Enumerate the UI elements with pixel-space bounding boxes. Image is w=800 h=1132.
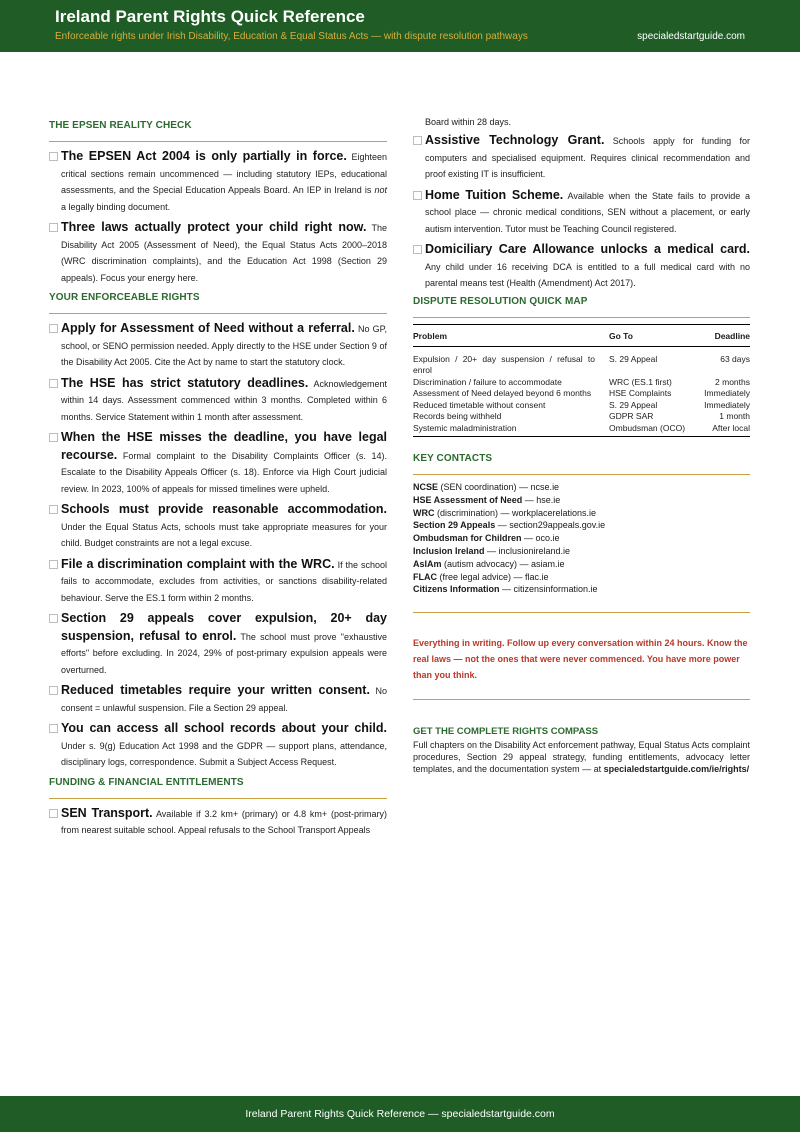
checkbox[interactable] [49,614,58,623]
cell-problem: Assessment of Need delayed beyond 6 months [413,388,592,398]
column-header-deadline: Deadline [699,324,750,346]
cell-problem: Reduced timetable without consent [413,399,546,410]
section-title-reality: THE EPSEN REALITY CHECK [49,120,387,142]
checkbox[interactable] [49,505,58,514]
cell-deadline: Immediately [704,399,750,410]
checkbox[interactable] [49,686,58,695]
item-body: The school must prove "exhaustive efforts" before excluding. In 2024, 29% of post-primary expulsion appeals were overturned. [61,631,387,675]
cell-go-to: GDPR SAR [609,411,654,421]
checkbox[interactable] [413,191,422,200]
contacts-list [413,481,750,613]
checkbox[interactable] [49,724,58,733]
contact-detail[interactable]: (discrimination) — workplacerelations.ie [434,507,597,518]
contact-name: Section 29 Appeals [413,520,496,531]
contact-item [413,571,750,584]
cell-go-to: WRC (ES.1 first) [609,376,672,387]
item-body: Formal complaint to the Disability Complaints Officer (s. 14). Escalate to the Disability Appeals Officer (s. 18). Enforce via High Court judicial review. In 2023, 100% of appeals for missed timelines were upheld. [61,450,387,494]
item-title: You can access all school records about your child. [61,721,387,735]
contact-name: HSE Assessment of Need [413,494,523,505]
reality-list [49,148,387,286]
right-column [413,114,750,775]
item-body: Schools apply for funding for computers and specialised equipment. Requires clinical recommendation and proof existing IT is insufficient. [425,136,750,179]
contact-name: Inclusion Ireland [413,545,485,556]
contact-item [413,558,750,571]
contact-name: AsIAm [413,558,442,569]
item-title: Schools must provide reasonable accommodation. [61,502,387,516]
table-row [413,400,750,412]
item-body: Under s. 9(g) Education Act 1998 and the GDPR — support plans, attendance, disciplinary logs, correspondence. Submit a Subject Access Request. [61,740,387,767]
checklist-item [49,501,387,552]
checklist-item [49,148,387,215]
item-body: If the school fails to accommodate, excludes from activities, or sanctions disability-related behaviour. Serve the ES.1 form within 2 months. [61,559,388,603]
checklist-item [49,682,387,716]
item-title: Apply for Assessment of Need without a referral. [61,321,355,335]
item-title: Assistive Technology Grant. [425,133,605,147]
item-title: SEN Transport. [61,805,153,820]
item-title: The HSE has strict statutory deadlines. [61,375,309,390]
funding-list [49,805,387,839]
item-title: Three laws actually protect your child right now. [61,220,367,234]
contact-detail[interactable]: — section29appeals.gov.ie [495,520,606,531]
section-title-contacts: KEY CONTACTS [413,453,750,475]
contact-name: Citizens Information [413,584,500,595]
contact-item [413,519,750,532]
contact-item [413,494,750,507]
cell-deadline: 2 months [715,376,750,387]
cell-deadline: After local [699,423,750,437]
contact-detail[interactable]: (SEN coordination) — ncse.ie [438,482,560,492]
table-row [413,423,750,437]
item-body: Available when the State fails to provide a school place — chronic medical conditions, SEN without a placement, or early autism intervention. Tutor must be Teaching Council registered. [425,190,750,234]
item-body: Acknowledgement within 14 days. Assessment commenced within 3 months. Completed within 6 months. Service Statement within 1 month after assessment. [61,378,387,422]
checkbox[interactable] [49,152,58,161]
section-title-rights: YOUR ENFORCEABLE RIGHTS [49,292,387,314]
checklist-item [49,320,387,371]
funding-list-continued [413,132,750,292]
promo-text [413,739,750,775]
contact-name: Ombudsman for Children [413,533,522,544]
table-row [413,388,750,400]
cell-problem: Records being withheld [413,411,502,421]
cell-deadline: 63 days [720,353,750,364]
checkbox[interactable] [413,136,422,145]
item-body: Any child under 16 receiving DCA is entitled to a full medical card with no parental means test (Health (Amendment) Act 2017). [425,261,750,288]
checklist-item [49,610,387,678]
rights-list [49,320,387,771]
table-row [413,377,750,389]
funding-continuation: Board within 28 days. [425,117,512,127]
checkbox[interactable] [413,245,422,254]
contact-detail[interactable]: — hse.ie [522,494,561,505]
checklist-item [413,132,750,183]
checklist-item [413,241,750,292]
checkbox[interactable] [49,560,58,569]
item-title: Reduced timetables require your written consent. [61,683,370,697]
cell-go-to: HSE Complaints [609,388,672,398]
promo-title: GET THE COMPLETE RIGHTS COMPASS [413,726,599,738]
checklist-item [413,187,750,238]
checklist-item [49,556,387,607]
checkbox[interactable] [49,324,58,333]
contact-item [413,583,750,596]
cell-problem: Expulsion / 20+ day suspension / refusal to enrol [413,353,595,375]
cell-deadline: Immediately [704,388,750,398]
page-title: Ireland Parent Rights Quick Reference [55,7,365,26]
promo-body: Full chapters on the Disability Act enforcement pathway, Equal Status Acts complaint procedures, Section 29 appeal strategy, funding entitlements, advocacy letter templates, and the documentation system — at [413,740,751,775]
left-column [49,112,387,843]
contact-item [413,481,750,494]
item-body-emphasis: not [374,185,387,195]
checkbox[interactable] [49,433,58,442]
checklist-item [49,720,387,771]
item-body-text: Eighteen critical sections remain uncommenced — including statutory IEPs, educational assessments, and the Special Education Appeals Board. An IEP in Ireland is [61,152,387,195]
table-row [413,411,750,423]
dispute-table [413,324,750,438]
cell-problem: Systemic maladministration [413,423,609,437]
item-body: Available if 3.2 km+ (primary) or 4.8 km+ (post-primary) from nearest suitable school. Appeal refusals to the School Transport Appeals [61,808,387,835]
contact-name: FLAC [413,571,437,582]
cell-deadline: 1 month [719,411,750,421]
column-header-go-to: Go To [609,324,699,346]
cell-problem: Discrimination / failure to accommodate [413,376,562,387]
callout-text: Everything in writing. Follow up every conversation within 24 hours. Know the real laws — not the ones that were never commenced. You have more power than you think. [413,613,750,700]
checkbox[interactable] [49,809,58,818]
cell-go-to: S. 29 Appeal [609,353,658,364]
contact-item [413,545,750,558]
item-title: File a discrimination complaint with the WRC. [61,556,335,571]
item-title: Section 29 appeals cover expulsion, 20+ day suspension, refusal to enrol. [61,611,387,643]
header-site-link[interactable]: specialedstartguide.com [637,31,745,42]
checklist-item [49,375,387,426]
item-body: No GP, school, or SENO permission needed. Apply directly to the HSE under Section 9 of the Disability Act 2005. Cite the Act by name to start the statutory clock. [61,324,387,367]
item-body: Under the Equal Status Acts, schools must take appropriate measures for your child. Budget constraints are not a legal excuse. [61,521,387,548]
contact-detail[interactable]: — inclusionireland.ie [484,545,571,556]
section-title-funding: FUNDING & FINANCIAL ENTITLEMENTS [49,777,387,799]
page-subtitle: Enforceable rights under Irish Disability, Education & Equal Status Acts — with dispute resolution pathways [55,31,528,42]
contact-item [413,532,750,545]
item-body: No consent = unlawful suspension. File a Section 29 appeal. [61,686,387,713]
contact-detail[interactable]: (autism advocacy) — asiam.ie [441,558,565,569]
item-title: Home Tuition Scheme. [425,187,564,202]
section-title-dispute: DISPUTE RESOLUTION QUICK MAP [413,296,750,318]
contact-detail[interactable]: (free legal advice) — flac.ie [437,571,549,582]
checkbox[interactable] [49,223,58,232]
checklist-item [49,429,387,497]
dispute-table-header [413,324,750,346]
table-row [413,346,750,377]
item-title: Domiciliary Care Allowance unlocks a medical card. [425,242,750,256]
checkbox[interactable] [49,379,58,388]
cell-go-to: Ombudsman (OCO) [609,423,699,437]
item-title: When the HSE misses the deadline, you have legal recourse. [61,430,387,462]
item-title: The EPSEN Act 2004 is only partially in force. [61,149,347,163]
checklist-item [49,219,387,286]
checklist-item [49,805,387,839]
contact-name: NCSE [413,482,439,492]
item-body-text: a legally binding document. [61,201,171,212]
contact-detail[interactable]: — oco.ie [521,533,560,544]
promo-link[interactable]: specialedstartguide.com/ie/rights/ [603,764,750,775]
column-header-problem: Problem [413,324,609,346]
contact-item [413,507,750,520]
contact-detail[interactable]: — citizensinformation.ie [499,584,598,595]
item-body: The Disability Act 2005 (Assessment of Need), the Equal Status Acts 2000–2018 (WRC discrimination complaints), and the Education Act 1998 (Section 29 appeals). Focus your energy here. [61,223,387,283]
page-footer: Ireland Parent Rights Quick Reference — specialedstartguide.com [0,1096,800,1132]
page-header [0,0,800,52]
cell-go-to: S. 29 Appeal [609,399,658,410]
contact-name: WRC [413,507,435,518]
